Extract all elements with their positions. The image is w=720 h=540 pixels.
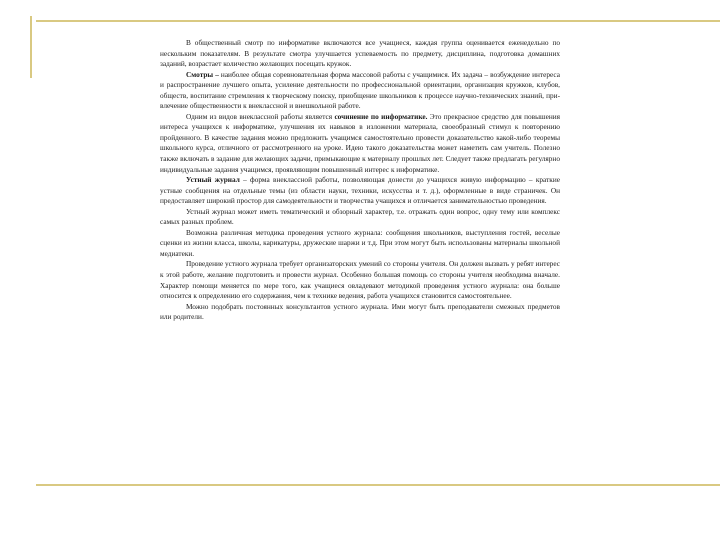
scanned-document-page: [160, 38, 560, 478]
paragraph-1: [160, 38, 560, 70]
paragraph-6-text: Возможна различная методика проведения устного журнала: сообщения школьников, выступления гостей, веселые сценки из жизни класса, школы, карикатуры, дружеские шаржи и т.д. При этом могут быть использованы материалы школьной медиатеки.: [160, 227, 560, 258]
paragraph-4: [160, 175, 560, 207]
decorative-frame-top-line: [36, 20, 720, 22]
paragraph-8: [160, 302, 560, 323]
paragraph-6: [160, 228, 560, 260]
paragraph-5: [160, 207, 560, 228]
paragraph-2: [160, 70, 560, 112]
paragraph-3-text: Это прекрасное средство для повышения интереса учащихся к информатике, улучшения их навыков в изложении материала, своеобразный стимул к повторению пройденного. В качестве задания можно предложить учащимся самостоятельно провести доказательство какой-либо теоремы школьного курса, отличного от рассмотренного на уроке. Идею такого доказательства может наметить сам учитель. Полезно также включать в задание для желающих задачи, примыкающие к материалу прошлых лет. Следует также предлагать регулярно индивидуальные задания учащимся, проявляющим повышенный интерес к информатике.: [160, 111, 560, 174]
decorative-frame-bottom-line: [36, 484, 720, 486]
paragraph-8-text: Можно подобрать постоянных консультантов устного журнала. Ими могут быть преподаватели смежных предметов или родители.: [160, 301, 560, 322]
paragraph-7-text: Проведение устного журнала требует организаторских умений со стороны учителя. Он должен вызвать у ребят интерес к этой работе, желание подготовить и провести журнал. Особенно большая помощь со стороны учителя необходима вначале. Характер помощи меняется по мере того, как учащиеся овладевают методикой проведения устного журнала: она больше относится к определению его содержания, чем к технике ведения, работа учащихся становится самостоятельнее.: [160, 259, 560, 301]
paragraph-1-text: В общественный смотр по информатике включаются все учащиеся, каждая группа оценивается еженедельно по нескольким показателям. В результате смотра улучшается успеваемость по предмету, дисциплина, подготовка домашних заданий, возрастает количество желающих посещать кружок.: [160, 38, 560, 69]
paragraph-3-lead: Одним из видов внеклассной работы является: [186, 111, 335, 121]
paragraph-5-text: Устный журнал может иметь тематический и обзорный характер, т.е. отражать один вопрос, одну тему или комплекс самых разных проблем.: [160, 206, 560, 227]
paragraph-7: [160, 259, 560, 301]
paragraph-3: [160, 112, 560, 175]
paragraph-4-text: – форма внеклассной работы, позволяющая донести до учащихся живую информацию – краткие устные сообщения на отдельные темы (из области науки, техники, искусства и т. д.), оформленные в виде страничек. Он предоставляет широкий простор для самодеятельности и творчества учащихся и отличается занимательностью проведения.: [160, 175, 560, 206]
term-sochinenie: сочинение по информатике.: [334, 111, 428, 121]
term-ustny-zhurnal: Устный журнал: [186, 175, 240, 185]
term-smotry: Смотры –: [186, 69, 219, 79]
decorative-frame-left-line: [30, 16, 32, 78]
paragraph-2-text: наиболее общая соревновательная форма массовой работы с учащимися. Их задача – возбуждение интереса и распространение лучшего опыта, усиление деятельности по профессиональной ориентации, организация кружков, клубов, обществ, воспитание стремления к творческому поиску, приобщение школьников к процессе научно-технических знаний, привлечение общественности к внеклассной и внешкольной работе.: [160, 69, 560, 111]
